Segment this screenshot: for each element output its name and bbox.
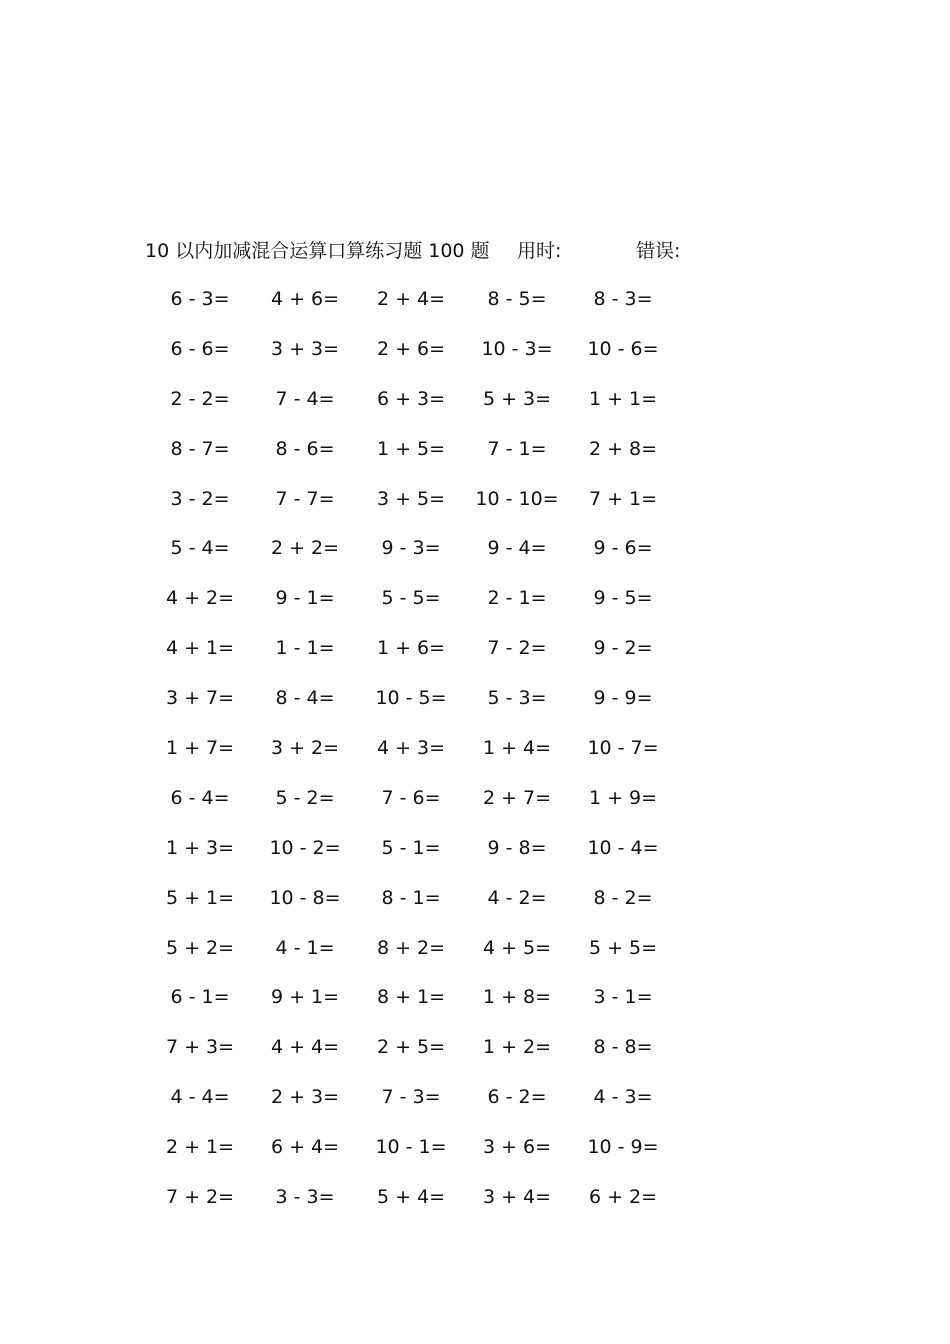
math-problem: 5 + 2= — [165, 936, 235, 959]
math-problem: 4 + 2= — [165, 587, 235, 610]
math-problem: 3 + 6= — [482, 1136, 552, 1159]
math-problem: 2 - 2= — [170, 387, 230, 410]
math-problem: 4 - 2= — [487, 886, 547, 909]
time-used-label: 用时: — [517, 240, 562, 262]
worksheet-title: 10 以内加减混合运算口算练习题 100 题 — [145, 240, 490, 262]
math-problem: 7 + 2= — [165, 1186, 235, 1209]
math-problem: 3 + 3= — [270, 337, 340, 360]
problem-row — [150, 385, 710, 435]
math-problem: 5 + 1= — [165, 886, 235, 909]
math-problem: 3 - 3= — [275, 1186, 335, 1209]
math-problem: 8 - 8= — [593, 1036, 653, 1059]
math-problem: 5 + 5= — [588, 936, 658, 959]
problem-row — [150, 884, 710, 934]
math-problem: 2 + 7= — [482, 786, 552, 809]
math-problem: 4 - 3= — [593, 1086, 653, 1109]
math-problem: 9 - 9= — [593, 687, 653, 710]
math-problem: 3 + 4= — [482, 1186, 552, 1209]
problem-row — [150, 534, 710, 584]
math-problem: 7 - 4= — [275, 387, 335, 410]
math-problem: 6 - 3= — [170, 288, 230, 310]
math-problem: 8 + 1= — [376, 986, 446, 1009]
math-problem: 8 - 6= — [275, 437, 335, 460]
errors-label: 错误: — [636, 240, 681, 262]
math-problem: 4 - 1= — [275, 936, 335, 959]
math-problem: 1 + 1= — [588, 387, 658, 410]
math-problem: 8 - 3= — [593, 288, 653, 310]
math-problem: 8 - 2= — [593, 886, 653, 909]
problem-row — [150, 784, 710, 834]
math-problem: 3 - 2= — [170, 487, 230, 510]
math-problem: 8 - 7= — [170, 437, 230, 460]
problem-row — [150, 1083, 710, 1133]
math-problem: 8 - 4= — [275, 687, 335, 710]
math-problem: 4 - 4= — [170, 1086, 230, 1109]
math-problem: 10 - 9= — [587, 1136, 659, 1159]
problem-row — [150, 634, 710, 684]
math-problem: 5 + 3= — [482, 387, 552, 410]
problem-row — [150, 1033, 710, 1083]
problem-row — [150, 983, 710, 1033]
math-problem: 5 + 4= — [376, 1186, 446, 1209]
math-problem: 4 + 3= — [376, 737, 446, 760]
math-problem: 9 - 8= — [487, 836, 547, 859]
problem-row — [150, 834, 710, 884]
math-problem: 1 + 8= — [482, 986, 552, 1009]
math-problem: 10 - 8= — [269, 886, 341, 909]
math-problem: 7 - 3= — [381, 1086, 441, 1109]
math-problem: 4 + 4= — [270, 1036, 340, 1059]
problem-row — [150, 335, 710, 385]
math-problem: 10 - 2= — [269, 836, 341, 859]
math-problem: 7 - 2= — [487, 637, 547, 660]
math-problem: 9 - 5= — [593, 587, 653, 610]
math-problem: 4 + 1= — [165, 637, 235, 660]
math-problem: 8 + 2= — [376, 936, 446, 959]
math-problem: 2 + 1= — [165, 1136, 235, 1159]
math-problem: 3 - 1= — [593, 986, 653, 1009]
math-problem: 1 + 6= — [376, 637, 446, 660]
math-problem: 2 + 5= — [376, 1036, 446, 1059]
math-problem: 6 - 4= — [170, 786, 230, 809]
problem-row — [150, 435, 710, 485]
math-problem: 3 + 2= — [270, 737, 340, 760]
math-problem: 1 + 7= — [165, 737, 235, 760]
math-problem: 6 + 3= — [376, 387, 446, 410]
problem-row — [150, 684, 710, 734]
math-problem: 10 - 3= — [481, 337, 553, 360]
math-problem: 5 - 4= — [170, 537, 230, 560]
math-problem: 1 + 2= — [482, 1036, 552, 1059]
math-problem: 9 - 3= — [381, 537, 441, 560]
math-problem: 9 + 1= — [270, 986, 340, 1009]
math-problem: 6 - 2= — [487, 1086, 547, 1109]
math-problem: 2 + 3= — [270, 1086, 340, 1109]
math-problem: 8 - 1= — [381, 886, 441, 909]
math-problem: 1 + 5= — [376, 437, 446, 460]
math-problem: 4 + 6= — [270, 288, 340, 310]
math-problem: 6 + 2= — [588, 1186, 658, 1209]
math-problem: 2 - 1= — [487, 587, 547, 610]
math-problem: 2 + 8= — [588, 437, 658, 460]
math-problem: 1 + 4= — [482, 737, 552, 760]
math-problem: 1 + 9= — [588, 786, 658, 809]
problem-row — [150, 285, 710, 335]
math-problem: 2 + 4= — [376, 288, 446, 310]
problem-row — [150, 584, 710, 634]
problem-row — [150, 934, 710, 984]
math-problem: 7 - 1= — [487, 437, 547, 460]
math-problem: 9 - 2= — [593, 637, 653, 660]
math-problem: 7 + 1= — [588, 487, 658, 510]
problem-row — [150, 1183, 710, 1233]
math-problem: 7 - 7= — [275, 487, 335, 510]
math-problem: 1 - 1= — [275, 637, 335, 660]
worksheet-header — [145, 236, 765, 264]
math-problem: 8 - 5= — [487, 288, 547, 310]
math-problem: 3 + 5= — [376, 487, 446, 510]
problem-row — [150, 1133, 710, 1183]
math-problem: 6 - 6= — [170, 337, 230, 360]
math-problem: 9 - 1= — [275, 587, 335, 610]
math-problem: 2 + 2= — [270, 537, 340, 560]
math-problem: 9 - 6= — [593, 537, 653, 560]
math-problem: 3 + 7= — [165, 687, 235, 710]
math-problem: 10 - 4= — [587, 836, 659, 859]
math-problem: 10 - 10= — [475, 487, 559, 510]
math-problem: 7 + 3= — [165, 1036, 235, 1059]
math-problem: 10 - 7= — [587, 737, 659, 760]
math-problem: 10 - 5= — [375, 687, 447, 710]
math-problem: 6 - 1= — [170, 986, 230, 1009]
problem-row — [150, 734, 710, 784]
math-problem: 9 - 4= — [487, 537, 547, 560]
math-problem: 5 - 5= — [381, 587, 441, 610]
problem-row — [150, 485, 710, 535]
math-problem: 5 - 1= — [381, 836, 441, 859]
math-problem: 1 + 3= — [165, 836, 235, 859]
math-problem: 10 - 6= — [587, 337, 659, 360]
math-problem: 10 - 1= — [375, 1136, 447, 1159]
math-problem: 5 - 3= — [487, 687, 547, 710]
math-problem: 5 - 2= — [275, 786, 335, 809]
math-problem: 4 + 5= — [482, 936, 552, 959]
math-problem: 7 - 6= — [381, 786, 441, 809]
math-problem: 2 + 6= — [376, 337, 446, 360]
problem-grid — [150, 285, 710, 1233]
math-problem: 6 + 4= — [270, 1136, 340, 1159]
